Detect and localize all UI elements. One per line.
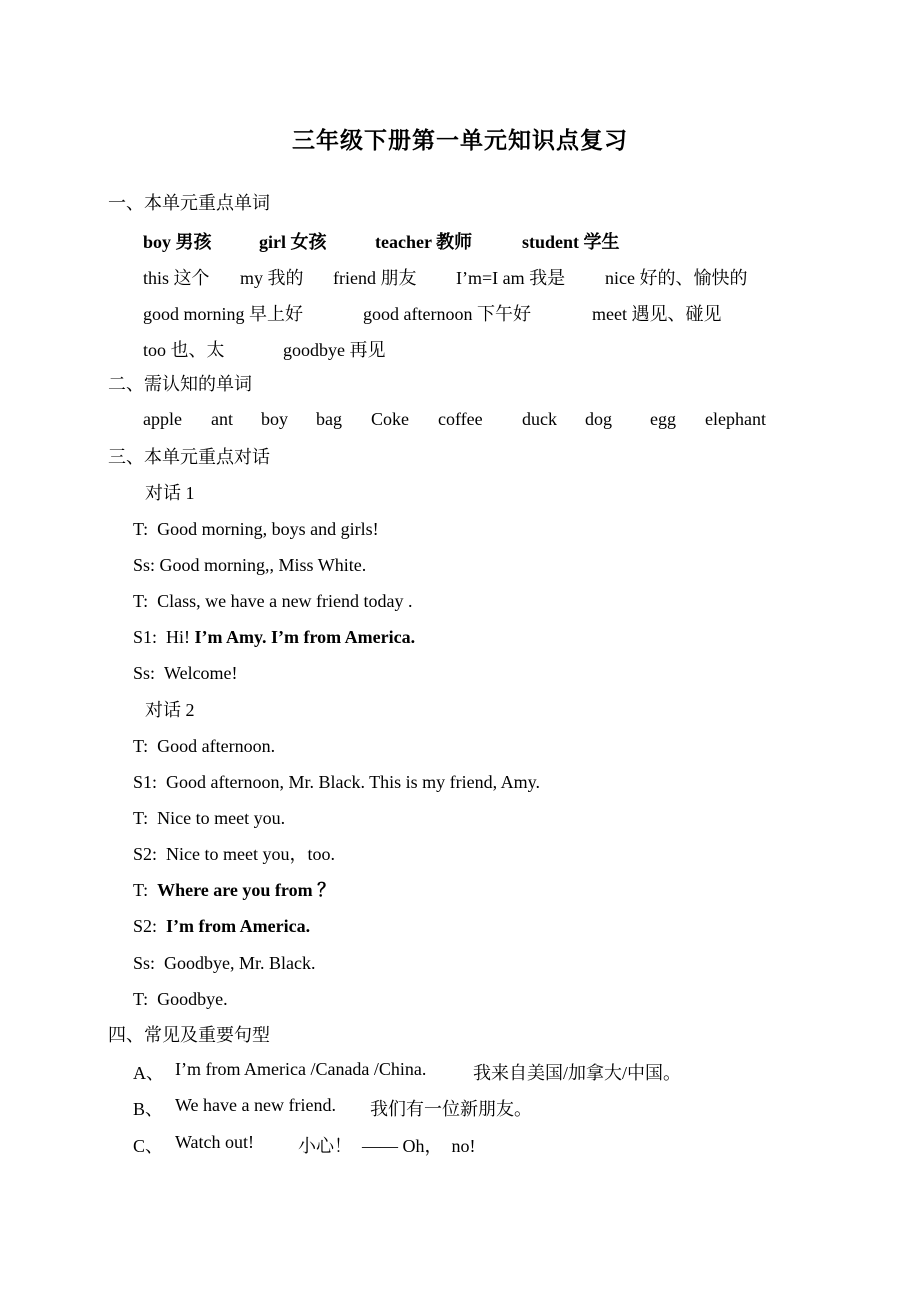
dialog-line [133,806,285,830]
word-egg: egg [650,409,676,429]
word-girl: girl 女孩 [259,232,327,252]
speaker: Ss: [133,663,156,683]
speaker: S2: [133,844,158,864]
word-this: this 这个 [143,268,210,288]
word-too: too 也、太 [143,340,225,360]
word-student: student 学生 [522,232,620,252]
dialog-1-label: 对话 1 [145,483,195,503]
dialog-2-label: 对话 2 [145,700,195,720]
dialog-line [133,914,310,938]
line-text-bold: Where are you from ？ [157,880,336,900]
word-apple: apple [143,409,182,429]
word-bag: bag [316,409,342,429]
word-goodbye: goodbye 再见 [283,340,386,360]
line-text: Good morning, boys and girls! [157,519,379,539]
speaker: S2: [133,916,158,936]
word-friend: friend 朋友 [333,268,417,288]
speaker: T: [133,989,149,1009]
dialog-line [133,553,366,577]
item-response: —— Oh， no! [362,1136,476,1156]
dialog-line [133,842,335,866]
speaker: T: [133,736,149,756]
word-meet: meet 遇见、碰见 [592,304,722,324]
item-marker: A、 [133,1063,164,1083]
word-coke: Coke [371,409,409,429]
word-boy: boy 男孩 [143,232,212,252]
speaker: T: [133,591,149,611]
dialog-line [133,878,335,902]
word-boy-2: boy [261,409,288,429]
word-dog: dog [585,409,612,429]
line-text: Nice to meet you，too. [166,844,335,864]
word-teacher: teacher 教师 [375,232,473,252]
word-elephant: elephant [705,409,766,429]
line-text: Hi! [166,627,195,647]
section-4-heading: 四、常见及重要句型 [108,1025,270,1045]
item-chinese: 我来自美国/加拿大/中国。 [473,1063,682,1083]
word-i-am: I’m=I am 我是 [456,268,566,288]
item-english: I’m from America /Canada /China. [175,1059,427,1079]
dialog-line [133,661,238,685]
line-text-bold: I’m Amy. I’m from America. [194,627,416,647]
word-good-afternoon: good afternoon 下午好 [363,304,531,324]
item-marker: C、 [133,1136,164,1156]
line-text: Goodbye, Mr. Black. [164,953,316,973]
line-text: Nice to meet you. [157,808,286,828]
item-chinese: 我们有一位新朋友。 [370,1099,532,1119]
dialog-line [133,951,316,975]
word-good-morning: good morning 早上好 [143,304,303,324]
line-text: Welcome! [164,663,238,683]
speaker: S1: [133,772,158,792]
word-ant: ant [211,409,233,429]
word-nice: nice 好的、愉快的 [605,268,748,288]
dialog-line [133,987,228,1011]
section-1-heading: 一、本单元重点单词 [108,193,270,213]
line-text: Good morning,, Miss White. [159,555,367,575]
item-chinese: 小心！ [298,1136,352,1156]
item-marker: B、 [133,1099,164,1119]
word-duck: duck [522,409,557,429]
item-english: Watch out! [175,1132,255,1152]
speaker: Ss: [133,555,156,575]
section-2-heading: 二、需认知的单词 [108,374,252,394]
dialog-line [133,734,275,758]
speaker: T: [133,880,149,900]
line-text: Good afternoon. [157,736,276,756]
speaker: T: [133,808,149,828]
dialog-line [133,589,413,613]
dialog-line [133,517,379,541]
speaker: Ss: [133,953,156,973]
speaker: S1: [133,627,158,647]
word-my: my 我的 [240,268,304,288]
line-text: Good afternoon, Mr. Black. This is my friend, Amy. [166,772,540,792]
line-text-bold: I’m from America. [166,916,311,936]
speaker: T: [133,519,149,539]
dialog-line [133,625,415,649]
dialog-line [133,770,540,794]
line-text: Goodbye. [157,989,228,1009]
item-english: We have a new friend. [175,1095,336,1115]
page-title: 三年级下册第一单元知识点复习 [292,128,628,153]
word-coffee: coffee [438,409,483,429]
section-3-heading: 三、本单元重点对话 [108,447,270,467]
line-text: Class, we have a new friend today . [157,591,413,611]
